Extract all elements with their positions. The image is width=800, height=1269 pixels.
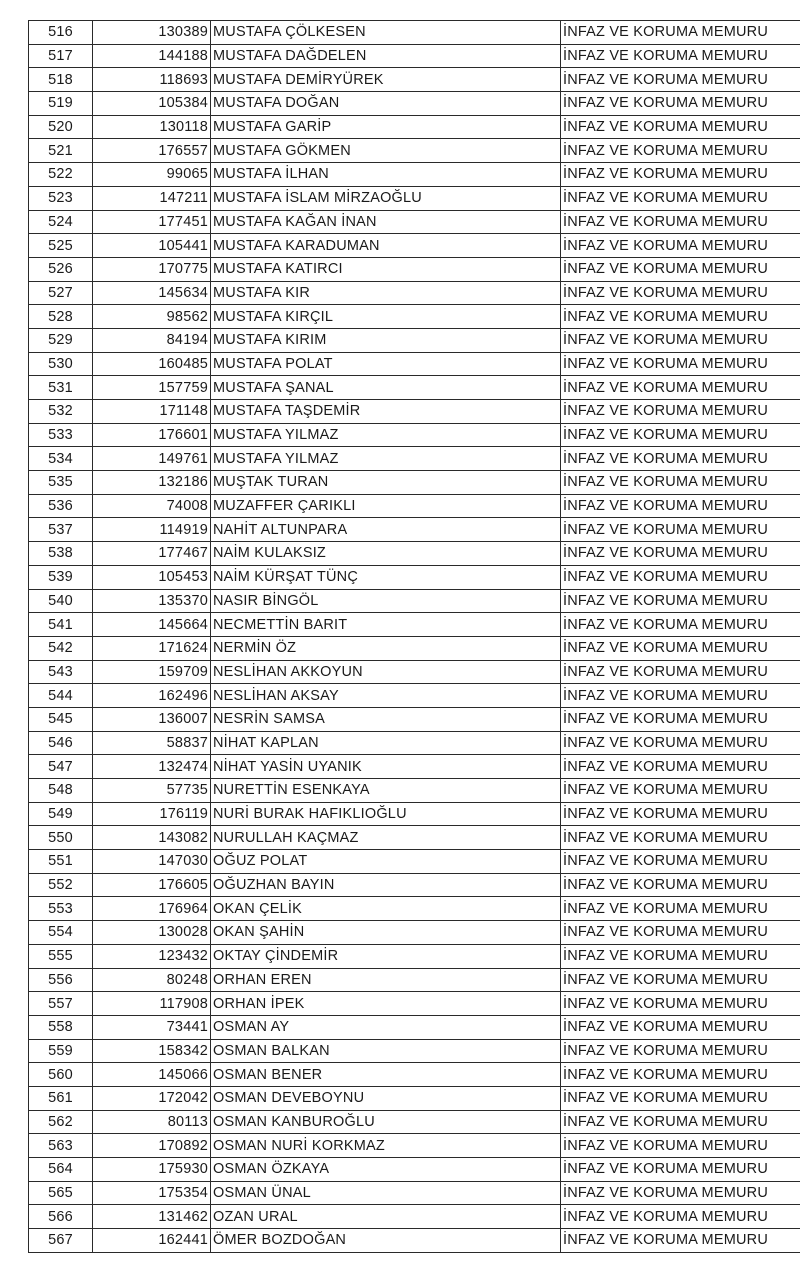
- job-title-cell: İNFAZ VE KORUMA MEMURU: [561, 589, 800, 613]
- job-title-cell: İNFAZ VE KORUMA MEMURU: [561, 234, 800, 258]
- registry-number-cell: 80248: [93, 968, 211, 992]
- table-row: [29, 1015, 800, 1039]
- row-number-cell: 526: [29, 257, 93, 281]
- table-row: [29, 944, 800, 968]
- full-name-cell: MUSTAFA KARADUMAN: [211, 234, 561, 258]
- row-number-cell: 522: [29, 163, 93, 187]
- registry-number-cell: 74008: [93, 494, 211, 518]
- full-name-cell: ORHAN İPEK: [211, 992, 561, 1016]
- row-number-cell: 565: [29, 1181, 93, 1205]
- table-row: [29, 1134, 800, 1158]
- table-row: [29, 731, 800, 755]
- table-row: [29, 1039, 800, 1063]
- row-number-cell: 556: [29, 968, 93, 992]
- row-number-cell: 543: [29, 660, 93, 684]
- full-name-cell: OZAN URAL: [211, 1205, 561, 1229]
- row-number-cell: 534: [29, 447, 93, 471]
- job-title-cell: İNFAZ VE KORUMA MEMURU: [561, 281, 800, 305]
- full-name-cell: NURULLAH KAÇMAZ: [211, 826, 561, 850]
- row-number-cell: 558: [29, 1015, 93, 1039]
- table-row: [29, 494, 800, 518]
- registry-number-cell: 176601: [93, 423, 211, 447]
- job-title-cell: İNFAZ VE KORUMA MEMURU: [561, 376, 800, 400]
- job-title-cell: İNFAZ VE KORUMA MEMURU: [561, 636, 800, 660]
- full-name-cell: OSMAN AY: [211, 1015, 561, 1039]
- row-number-cell: 548: [29, 779, 93, 803]
- registry-number-cell: 171148: [93, 400, 211, 424]
- full-name-cell: OSMAN ÜNAL: [211, 1181, 561, 1205]
- row-number-cell: 541: [29, 613, 93, 637]
- job-title-cell: İNFAZ VE KORUMA MEMURU: [561, 542, 800, 566]
- table-row: [29, 234, 800, 258]
- full-name-cell: NAHİT ALTUNPARA: [211, 518, 561, 542]
- table-row: [29, 636, 800, 660]
- registry-number-cell: 147211: [93, 186, 211, 210]
- job-title-cell: İNFAZ VE KORUMA MEMURU: [561, 826, 800, 850]
- row-number-cell: 546: [29, 731, 93, 755]
- full-name-cell: ÖMER BOZDOĞAN: [211, 1229, 561, 1253]
- row-number-cell: 518: [29, 68, 93, 92]
- full-name-cell: MUZAFFER ÇARIKLI: [211, 494, 561, 518]
- row-number-cell: 521: [29, 139, 93, 163]
- registry-number-cell: 84194: [93, 328, 211, 352]
- personnel-table-body: [29, 21, 800, 1253]
- job-title-cell: İNFAZ VE KORUMA MEMURU: [561, 897, 800, 921]
- table-row: [29, 139, 800, 163]
- registry-number-cell: 130389: [93, 21, 211, 45]
- registry-number-cell: 73441: [93, 1015, 211, 1039]
- registry-number-cell: 170775: [93, 257, 211, 281]
- full-name-cell: MUSTAFA İSLAM MİRZAOĞLU: [211, 186, 561, 210]
- job-title-cell: İNFAZ VE KORUMA MEMURU: [561, 660, 800, 684]
- full-name-cell: MUSTAFA YILMAZ: [211, 447, 561, 471]
- job-title-cell: İNFAZ VE KORUMA MEMURU: [561, 471, 800, 495]
- registry-number-cell: 176605: [93, 873, 211, 897]
- full-name-cell: MUSTAFA GÖKMEN: [211, 139, 561, 163]
- registry-number-cell: 135370: [93, 589, 211, 613]
- registry-number-cell: 132474: [93, 755, 211, 779]
- full-name-cell: NURETTİN ESENKAYA: [211, 779, 561, 803]
- registry-number-cell: 170892: [93, 1134, 211, 1158]
- full-name-cell: MUSTAFA TAŞDEMİR: [211, 400, 561, 424]
- full-name-cell: NİHAT KAPLAN: [211, 731, 561, 755]
- full-name-cell: MUSTAFA ŞANAL: [211, 376, 561, 400]
- full-name-cell: OĞUZ POLAT: [211, 850, 561, 874]
- registry-number-cell: 176964: [93, 897, 211, 921]
- full-name-cell: MUSTAFA KIRIM: [211, 328, 561, 352]
- job-title-cell: İNFAZ VE KORUMA MEMURU: [561, 400, 800, 424]
- table-row: [29, 613, 800, 637]
- job-title-cell: İNFAZ VE KORUMA MEMURU: [561, 163, 800, 187]
- job-title-cell: İNFAZ VE KORUMA MEMURU: [561, 305, 800, 329]
- job-title-cell: İNFAZ VE KORUMA MEMURU: [561, 210, 800, 234]
- job-title-cell: İNFAZ VE KORUMA MEMURU: [561, 1086, 800, 1110]
- row-number-cell: 560: [29, 1063, 93, 1087]
- registry-number-cell: 123432: [93, 944, 211, 968]
- table-row: [29, 186, 800, 210]
- job-title-cell: İNFAZ VE KORUMA MEMURU: [561, 139, 800, 163]
- table-row: [29, 281, 800, 305]
- row-number-cell: 540: [29, 589, 93, 613]
- table-row: [29, 1158, 800, 1182]
- full-name-cell: MUSTAFA KATIRCI: [211, 257, 561, 281]
- table-row: [29, 921, 800, 945]
- table-row: [29, 352, 800, 376]
- registry-number-cell: 105441: [93, 234, 211, 258]
- table-row: [29, 1181, 800, 1205]
- table-row: [29, 21, 800, 45]
- table-row: [29, 423, 800, 447]
- registry-number-cell: 105384: [93, 92, 211, 116]
- row-number-cell: 557: [29, 992, 93, 1016]
- row-number-cell: 539: [29, 565, 93, 589]
- job-title-cell: İNFAZ VE KORUMA MEMURU: [561, 68, 800, 92]
- row-number-cell: 563: [29, 1134, 93, 1158]
- job-title-cell: İNFAZ VE KORUMA MEMURU: [561, 44, 800, 68]
- row-number-cell: 517: [29, 44, 93, 68]
- row-number-cell: 538: [29, 542, 93, 566]
- full-name-cell: OSMAN KANBUROĞLU: [211, 1110, 561, 1134]
- row-number-cell: 525: [29, 234, 93, 258]
- registry-number-cell: 143082: [93, 826, 211, 850]
- full-name-cell: OSMAN NURİ KORKMAZ: [211, 1134, 561, 1158]
- job-title-cell: İNFAZ VE KORUMA MEMURU: [561, 494, 800, 518]
- table-row: [29, 1063, 800, 1087]
- job-title-cell: İNFAZ VE KORUMA MEMURU: [561, 1039, 800, 1063]
- job-title-cell: İNFAZ VE KORUMA MEMURU: [561, 1134, 800, 1158]
- table-row: [29, 1229, 800, 1253]
- full-name-cell: NERMİN ÖZ: [211, 636, 561, 660]
- row-number-cell: 551: [29, 850, 93, 874]
- job-title-cell: İNFAZ VE KORUMA MEMURU: [561, 447, 800, 471]
- row-number-cell: 547: [29, 755, 93, 779]
- job-title-cell: İNFAZ VE KORUMA MEMURU: [561, 92, 800, 116]
- registry-number-cell: 175930: [93, 1158, 211, 1182]
- job-title-cell: İNFAZ VE KORUMA MEMURU: [561, 921, 800, 945]
- job-title-cell: İNFAZ VE KORUMA MEMURU: [561, 755, 800, 779]
- full-name-cell: MUSTAFA POLAT: [211, 352, 561, 376]
- row-number-cell: 520: [29, 115, 93, 139]
- table-row: [29, 968, 800, 992]
- registry-number-cell: 114919: [93, 518, 211, 542]
- row-number-cell: 533: [29, 423, 93, 447]
- table-row: [29, 565, 800, 589]
- registry-number-cell: 162496: [93, 684, 211, 708]
- registry-number-cell: 159709: [93, 660, 211, 684]
- job-title-cell: İNFAZ VE KORUMA MEMURU: [561, 352, 800, 376]
- row-number-cell: 559: [29, 1039, 93, 1063]
- registry-number-cell: 98562: [93, 305, 211, 329]
- row-number-cell: 536: [29, 494, 93, 518]
- registry-number-cell: 80113: [93, 1110, 211, 1134]
- registry-number-cell: 117908: [93, 992, 211, 1016]
- row-number-cell: 552: [29, 873, 93, 897]
- personnel-list-sheet: [28, 20, 800, 1253]
- full-name-cell: MUSTAFA KAĞAN İNAN: [211, 210, 561, 234]
- full-name-cell: NİHAT YASİN UYANIK: [211, 755, 561, 779]
- table-row: [29, 992, 800, 1016]
- job-title-cell: İNFAZ VE KORUMA MEMURU: [561, 707, 800, 731]
- row-number-cell: 562: [29, 1110, 93, 1134]
- job-title-cell: İNFAZ VE KORUMA MEMURU: [561, 115, 800, 139]
- registry-number-cell: 130118: [93, 115, 211, 139]
- table-row: [29, 1086, 800, 1110]
- full-name-cell: NESLİHAN AKSAY: [211, 684, 561, 708]
- table-row: [29, 257, 800, 281]
- job-title-cell: İNFAZ VE KORUMA MEMURU: [561, 1181, 800, 1205]
- table-row: [29, 755, 800, 779]
- job-title-cell: İNFAZ VE KORUMA MEMURU: [561, 518, 800, 542]
- full-name-cell: ORHAN EREN: [211, 968, 561, 992]
- row-number-cell: 564: [29, 1158, 93, 1182]
- row-number-cell: 523: [29, 186, 93, 210]
- full-name-cell: OSMAN BALKAN: [211, 1039, 561, 1063]
- full-name-cell: OSMAN DEVEBOYNU: [211, 1086, 561, 1110]
- job-title-cell: İNFAZ VE KORUMA MEMURU: [561, 1158, 800, 1182]
- row-number-cell: 530: [29, 352, 93, 376]
- job-title-cell: İNFAZ VE KORUMA MEMURU: [561, 423, 800, 447]
- full-name-cell: OSMAN ÖZKAYA: [211, 1158, 561, 1182]
- table-row: [29, 210, 800, 234]
- table-row: [29, 471, 800, 495]
- job-title-cell: İNFAZ VE KORUMA MEMURU: [561, 779, 800, 803]
- job-title-cell: İNFAZ VE KORUMA MEMURU: [561, 1229, 800, 1253]
- job-title-cell: İNFAZ VE KORUMA MEMURU: [561, 328, 800, 352]
- job-title-cell: İNFAZ VE KORUMA MEMURU: [561, 944, 800, 968]
- job-title-cell: İNFAZ VE KORUMA MEMURU: [561, 613, 800, 637]
- row-number-cell: 519: [29, 92, 93, 116]
- full-name-cell: MUSTAFA KIRÇIL: [211, 305, 561, 329]
- full-name-cell: NAİM KULAKSIZ: [211, 542, 561, 566]
- table-row: [29, 707, 800, 731]
- personnel-table: [28, 20, 800, 1253]
- registry-number-cell: 118693: [93, 68, 211, 92]
- registry-number-cell: 58837: [93, 731, 211, 755]
- full-name-cell: NECMETTİN BARIT: [211, 613, 561, 637]
- job-title-cell: İNFAZ VE KORUMA MEMURU: [561, 565, 800, 589]
- table-row: [29, 850, 800, 874]
- registry-number-cell: 172042: [93, 1086, 211, 1110]
- registry-number-cell: 171624: [93, 636, 211, 660]
- registry-number-cell: 145066: [93, 1063, 211, 1087]
- table-row: [29, 44, 800, 68]
- row-number-cell: 566: [29, 1205, 93, 1229]
- row-number-cell: 537: [29, 518, 93, 542]
- row-number-cell: 545: [29, 707, 93, 731]
- full-name-cell: OKTAY ÇİNDEMİR: [211, 944, 561, 968]
- table-row: [29, 660, 800, 684]
- table-row: [29, 400, 800, 424]
- full-name-cell: MUŞTAK TURAN: [211, 471, 561, 495]
- full-name-cell: OKAN ÇELİK: [211, 897, 561, 921]
- full-name-cell: NESLİHAN AKKOYUN: [211, 660, 561, 684]
- full-name-cell: OSMAN BENER: [211, 1063, 561, 1087]
- row-number-cell: 529: [29, 328, 93, 352]
- row-number-cell: 527: [29, 281, 93, 305]
- full-name-cell: MUSTAFA KIR: [211, 281, 561, 305]
- row-number-cell: 528: [29, 305, 93, 329]
- row-number-cell: 531: [29, 376, 93, 400]
- table-row: [29, 115, 800, 139]
- job-title-cell: İNFAZ VE KORUMA MEMURU: [561, 850, 800, 874]
- job-title-cell: İNFAZ VE KORUMA MEMURU: [561, 1110, 800, 1134]
- table-row: [29, 163, 800, 187]
- table-row: [29, 328, 800, 352]
- table-row: [29, 305, 800, 329]
- full-name-cell: MUSTAFA DAĞDELEN: [211, 44, 561, 68]
- row-number-cell: 555: [29, 944, 93, 968]
- registry-number-cell: 158342: [93, 1039, 211, 1063]
- row-number-cell: 549: [29, 802, 93, 826]
- registry-number-cell: 157759: [93, 376, 211, 400]
- table-row: [29, 447, 800, 471]
- registry-number-cell: 99065: [93, 163, 211, 187]
- row-number-cell: 550: [29, 826, 93, 850]
- table-row: [29, 826, 800, 850]
- row-number-cell: 524: [29, 210, 93, 234]
- job-title-cell: İNFAZ VE KORUMA MEMURU: [561, 731, 800, 755]
- table-row: [29, 518, 800, 542]
- registry-number-cell: 131462: [93, 1205, 211, 1229]
- registry-number-cell: 136007: [93, 707, 211, 731]
- table-row: [29, 779, 800, 803]
- table-row: [29, 589, 800, 613]
- job-title-cell: İNFAZ VE KORUMA MEMURU: [561, 186, 800, 210]
- full-name-cell: NURİ BURAK HAFIKLIOĞLU: [211, 802, 561, 826]
- table-row: [29, 684, 800, 708]
- job-title-cell: İNFAZ VE KORUMA MEMURU: [561, 257, 800, 281]
- registry-number-cell: 145664: [93, 613, 211, 637]
- registry-number-cell: 177467: [93, 542, 211, 566]
- full-name-cell: MUSTAFA GARİP: [211, 115, 561, 139]
- full-name-cell: MUSTAFA YILMAZ: [211, 423, 561, 447]
- job-title-cell: İNFAZ VE KORUMA MEMURU: [561, 1015, 800, 1039]
- full-name-cell: MUSTAFA DOĞAN: [211, 92, 561, 116]
- registry-number-cell: 176557: [93, 139, 211, 163]
- registry-number-cell: 145634: [93, 281, 211, 305]
- job-title-cell: İNFAZ VE KORUMA MEMURU: [561, 1205, 800, 1229]
- row-number-cell: 553: [29, 897, 93, 921]
- registry-number-cell: 160485: [93, 352, 211, 376]
- job-title-cell: İNFAZ VE KORUMA MEMURU: [561, 1063, 800, 1087]
- job-title-cell: İNFAZ VE KORUMA MEMURU: [561, 992, 800, 1016]
- registry-number-cell: 57735: [93, 779, 211, 803]
- full-name-cell: NESRİN SAMSA: [211, 707, 561, 731]
- table-row: [29, 1205, 800, 1229]
- row-number-cell: 532: [29, 400, 93, 424]
- table-row: [29, 897, 800, 921]
- job-title-cell: İNFAZ VE KORUMA MEMURU: [561, 873, 800, 897]
- full-name-cell: NAİM KÜRŞAT TÜNÇ: [211, 565, 561, 589]
- job-title-cell: İNFAZ VE KORUMA MEMURU: [561, 968, 800, 992]
- table-row: [29, 873, 800, 897]
- registry-number-cell: 149761: [93, 447, 211, 471]
- registry-number-cell: 130028: [93, 921, 211, 945]
- row-number-cell: 544: [29, 684, 93, 708]
- registry-number-cell: 132186: [93, 471, 211, 495]
- job-title-cell: İNFAZ VE KORUMA MEMURU: [561, 684, 800, 708]
- row-number-cell: 535: [29, 471, 93, 495]
- table-row: [29, 542, 800, 566]
- row-number-cell: 516: [29, 21, 93, 45]
- full-name-cell: MUSTAFA DEMİRYÜREK: [211, 68, 561, 92]
- registry-number-cell: 105453: [93, 565, 211, 589]
- row-number-cell: 561: [29, 1086, 93, 1110]
- row-number-cell: 542: [29, 636, 93, 660]
- registry-number-cell: 175354: [93, 1181, 211, 1205]
- registry-number-cell: 147030: [93, 850, 211, 874]
- full-name-cell: MUSTAFA İLHAN: [211, 163, 561, 187]
- registry-number-cell: 176119: [93, 802, 211, 826]
- table-row: [29, 376, 800, 400]
- job-title-cell: İNFAZ VE KORUMA MEMURU: [561, 21, 800, 45]
- job-title-cell: İNFAZ VE KORUMA MEMURU: [561, 802, 800, 826]
- row-number-cell: 567: [29, 1229, 93, 1253]
- registry-number-cell: 177451: [93, 210, 211, 234]
- full-name-cell: OĞUZHAN BAYIN: [211, 873, 561, 897]
- table-row: [29, 68, 800, 92]
- row-number-cell: 554: [29, 921, 93, 945]
- table-row: [29, 1110, 800, 1134]
- full-name-cell: MUSTAFA ÇÖLKESEN: [211, 21, 561, 45]
- table-row: [29, 92, 800, 116]
- registry-number-cell: 162441: [93, 1229, 211, 1253]
- registry-number-cell: 144188: [93, 44, 211, 68]
- full-name-cell: OKAN ŞAHİN: [211, 921, 561, 945]
- table-row: [29, 802, 800, 826]
- full-name-cell: NASIR BİNGÖL: [211, 589, 561, 613]
